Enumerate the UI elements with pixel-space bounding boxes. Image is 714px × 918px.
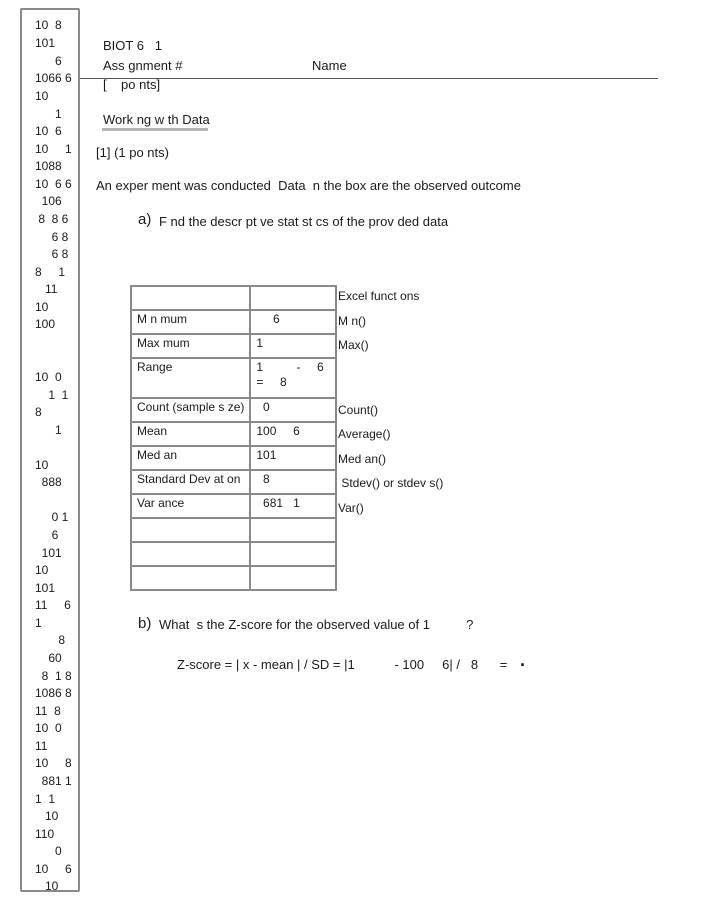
- part-b-question: What s the Z-score for the observed value of 1 ?: [159, 617, 474, 632]
- stat-value-cell: 8: [250, 470, 336, 494]
- stat-value-cell: 100 6: [250, 422, 336, 446]
- intro-text: An exper ment was conducted Data n the box are the observed outcome: [96, 178, 521, 193]
- stat-name-cell: Mean: [131, 422, 250, 446]
- stat-value-cell: 6: [250, 310, 336, 334]
- data-value: 0: [35, 844, 62, 858]
- stat-value-cell: 0: [250, 398, 336, 422]
- table-row: [131, 398, 336, 422]
- table-row: [131, 566, 336, 590]
- descriptive-stats-table: [130, 285, 337, 591]
- data-value: 60: [35, 651, 62, 665]
- data-value: 6 8: [35, 247, 69, 261]
- data-value: 1066 6: [35, 71, 72, 85]
- data-value: 888: [35, 475, 62, 489]
- data-value: 6: [35, 528, 59, 542]
- table-row: [131, 518, 336, 542]
- stat-value-cell: [250, 566, 336, 590]
- data-value: 881 1: [35, 774, 72, 788]
- data-value: 10: [35, 300, 49, 314]
- stat-name-cell: M n mum: [131, 310, 250, 334]
- name-label: Name: [312, 58, 347, 73]
- section-title: Work ng w th Data: [103, 112, 210, 127]
- stat-name-cell: [131, 566, 250, 590]
- data-value: 101: [35, 546, 62, 560]
- table-row: [131, 470, 336, 494]
- observed-data-box: [20, 8, 80, 892]
- excel-function-label: Var(): [338, 501, 364, 515]
- data-value: 1: [35, 107, 62, 121]
- excel-function-label: Med an(): [338, 452, 387, 466]
- course-code: BIOT 6 1: [103, 38, 163, 53]
- table-cell: [250, 286, 336, 310]
- data-value: 100: [35, 317, 56, 331]
- question-points: [1] (1 po nts): [96, 145, 169, 160]
- data-value: 6 8: [35, 230, 69, 244]
- data-value: 110: [35, 827, 55, 841]
- data-value: 10 0: [35, 370, 62, 384]
- data-value: 10 8: [35, 18, 62, 32]
- excel-function-label: Count(): [338, 403, 379, 417]
- data-value: 11 8: [35, 704, 61, 718]
- stat-value-cell: 1 - 6 = 8: [250, 358, 336, 398]
- stat-name-cell: Med an: [131, 446, 250, 470]
- table-row: [131, 446, 336, 470]
- data-value: 8: [35, 633, 66, 647]
- stat-name-cell: Count (sample s ze): [131, 398, 250, 422]
- data-value: 8 1 8: [35, 669, 72, 683]
- data-value: 1086 8: [35, 686, 72, 700]
- section-title-underline: [102, 128, 208, 131]
- excel-function-label: M n(): [338, 314, 366, 328]
- stat-name-cell: Max mum: [131, 334, 250, 358]
- table-row: [131, 334, 336, 358]
- stat-value-cell: [250, 542, 336, 566]
- data-value: 10: [35, 879, 59, 893]
- stat-name-cell: Var ance: [131, 494, 250, 518]
- part-a-question: F nd the descr pt ve stat st cs of the prov ded data: [159, 214, 449, 229]
- data-value: 10: [35, 809, 59, 823]
- stat-name-cell: [131, 518, 250, 542]
- table-row: [131, 358, 336, 398]
- data-value: 106: [35, 194, 62, 208]
- table-cell: [131, 286, 250, 310]
- data-value: 10 8: [35, 756, 72, 770]
- excel-function-label: Average(): [338, 427, 391, 441]
- part-a-letter: a): [138, 211, 152, 228]
- table-row: [131, 310, 336, 334]
- data-value: 101: [35, 581, 56, 595]
- zscore-formula: Z-score = | x - mean | / SD = |1 - 100 6| / 8 =: [177, 657, 508, 672]
- points-label: [ po nts]: [103, 77, 161, 92]
- data-value: 8 1: [35, 265, 66, 279]
- part-b-letter: b): [138, 615, 152, 632]
- data-value: 10 6: [35, 124, 62, 138]
- data-value: 11 6: [35, 598, 71, 612]
- data-value: 8 8 6: [35, 212, 69, 226]
- excel-function-label: Stdev() or stdev s(): [338, 476, 444, 490]
- data-value: 1088: [35, 159, 62, 173]
- data-value: 1 1: [35, 388, 69, 402]
- data-value: 10 6: [35, 862, 72, 876]
- data-value: 10: [35, 563, 49, 577]
- assignment-label: Ass gnment #: [103, 58, 183, 73]
- data-value: 11: [35, 282, 58, 296]
- data-value: 1 1: [35, 792, 56, 806]
- zscore-answer-dot: .: [520, 650, 526, 670]
- stat-name-cell: [131, 542, 250, 566]
- stat-value-cell: 1: [250, 334, 336, 358]
- data-value: 10 6 6: [35, 177, 72, 191]
- stat-value-cell: 681 1: [250, 494, 336, 518]
- data-value: 10 0: [35, 721, 62, 735]
- excel-functions-header: Excel funct ons: [338, 289, 420, 303]
- stat-value-cell: [250, 518, 336, 542]
- header-rule: [80, 78, 658, 79]
- data-value: 8: [35, 405, 42, 419]
- data-value: 10 1: [35, 142, 72, 156]
- data-value: 1: [35, 616, 42, 630]
- data-value: 6: [35, 54, 62, 68]
- data-value: 10: [35, 458, 49, 472]
- stat-name-cell: Range: [131, 358, 250, 398]
- data-value: 10: [35, 89, 49, 103]
- table-row: [131, 494, 336, 518]
- table-row: [131, 542, 336, 566]
- table-row: [131, 422, 336, 446]
- data-value: 101: [35, 36, 56, 50]
- stat-value-cell: 101: [250, 446, 336, 470]
- table-header-row: [131, 286, 336, 310]
- data-value: 0 1: [35, 510, 69, 524]
- stat-name-cell: Standard Dev at on: [131, 470, 250, 494]
- data-value: 11: [35, 739, 48, 753]
- data-value: 1: [35, 423, 62, 437]
- excel-function-label: Max(): [338, 338, 369, 352]
